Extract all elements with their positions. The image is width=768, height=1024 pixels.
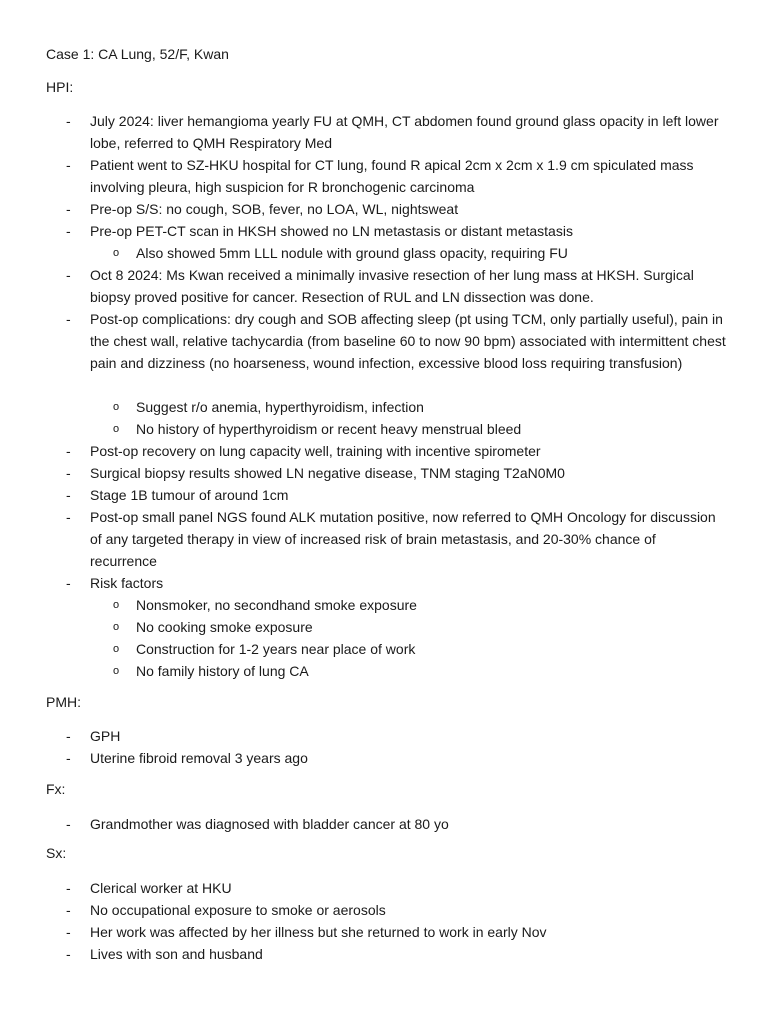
list-item: - Uterine fibroid removal 3 years ago xyxy=(66,750,308,766)
case-title: Case 1: CA Lung, 52/F, Kwan xyxy=(46,46,229,62)
sub-list-item: o Construction for 1-2 years near place of work xyxy=(113,641,416,657)
list-item: - Patient went to SZ-HKU hospital for CT lung, found R apical 2cm x 2cm x 1.9 cm spiculated mass involving pleura, high suspicion for R bronchogenic carcinoma xyxy=(66,157,694,195)
list-item: - Surgical biopsy results showed LN negative disease, TNM staging T2aN0M0 xyxy=(66,465,565,481)
sub-list-item: o Also showed 5mm LLL nodule with ground glass opacity, requiring FU xyxy=(113,245,568,261)
list-item: - Pre-op S/S: no cough, SOB, fever, no LOA, WL, nightsweat xyxy=(66,201,459,217)
sx-heading: Sx: xyxy=(46,845,67,861)
list-item: - Post-op small panel NGS found ALK mutation positive, now referred to QMH Oncology for discussion of any targeted therapy in view of increased risk of brain metastasis, and 20-30% chance of recurrence xyxy=(66,509,716,569)
sub-list-item: o Nonsmoker, no secondhand smoke exposure xyxy=(113,597,417,613)
list-item: - Stage 1B tumour of around 1cm xyxy=(66,487,289,503)
list-item: - July 2024: liver hemangioma yearly FU at QMH, CT abdomen found ground glass opacity in left lower lobe, referred to QMH Respiratory Med xyxy=(66,113,719,151)
hpi-heading: HPI: xyxy=(46,79,74,95)
list-item: - Her work was affected by her illness but she returned to work in early Nov xyxy=(66,924,547,940)
list-item: - Pre-op PET-CT scan in HKSH showed no LN metastasis or distant metastasis xyxy=(66,223,573,239)
list-item: - Post-op recovery on lung capacity well, training with incentive spirometer xyxy=(66,443,541,459)
list-item: - GPH xyxy=(66,728,121,744)
list-item: - Lives with son and husband xyxy=(66,946,263,962)
list-item: - Risk factors xyxy=(66,575,164,591)
list-item: - Clerical worker at HKU xyxy=(66,880,232,896)
fx-heading: Fx: xyxy=(46,781,66,797)
list-item: - Post-op complications: dry cough and SOB affecting sleep (pt using TCM, only partially useful), pain in the chest wall, relative tachycardia (from baseline 60 to now 90 bpm) associated with intermittent chest pain and dizziness (no hoarseness, wound infection, excessive blood loss requiring transfusion) xyxy=(66,311,726,371)
sub-list-item: o No history of hyperthyroidism or recent heavy menstrual bleed xyxy=(113,421,522,437)
pmh-heading: PMH: xyxy=(46,694,81,710)
list-item: - Grandmother was diagnosed with bladder cancer at 80 yo xyxy=(66,816,449,832)
sub-list-item: o Suggest r/o anemia, hyperthyroidism, infection xyxy=(113,399,424,415)
list-item: - No occupational exposure to smoke or aerosols xyxy=(66,902,386,918)
sub-list-item: o No family history of lung CA xyxy=(113,663,309,679)
sub-list-item: o No cooking smoke exposure xyxy=(113,619,313,635)
list-item: - Oct 8 2024: Ms Kwan received a minimally invasive resection of her lung mass at HKSH. Surgical biopsy proved positive for cancer. Resection of RUL and LN dissection was done. xyxy=(66,267,694,305)
